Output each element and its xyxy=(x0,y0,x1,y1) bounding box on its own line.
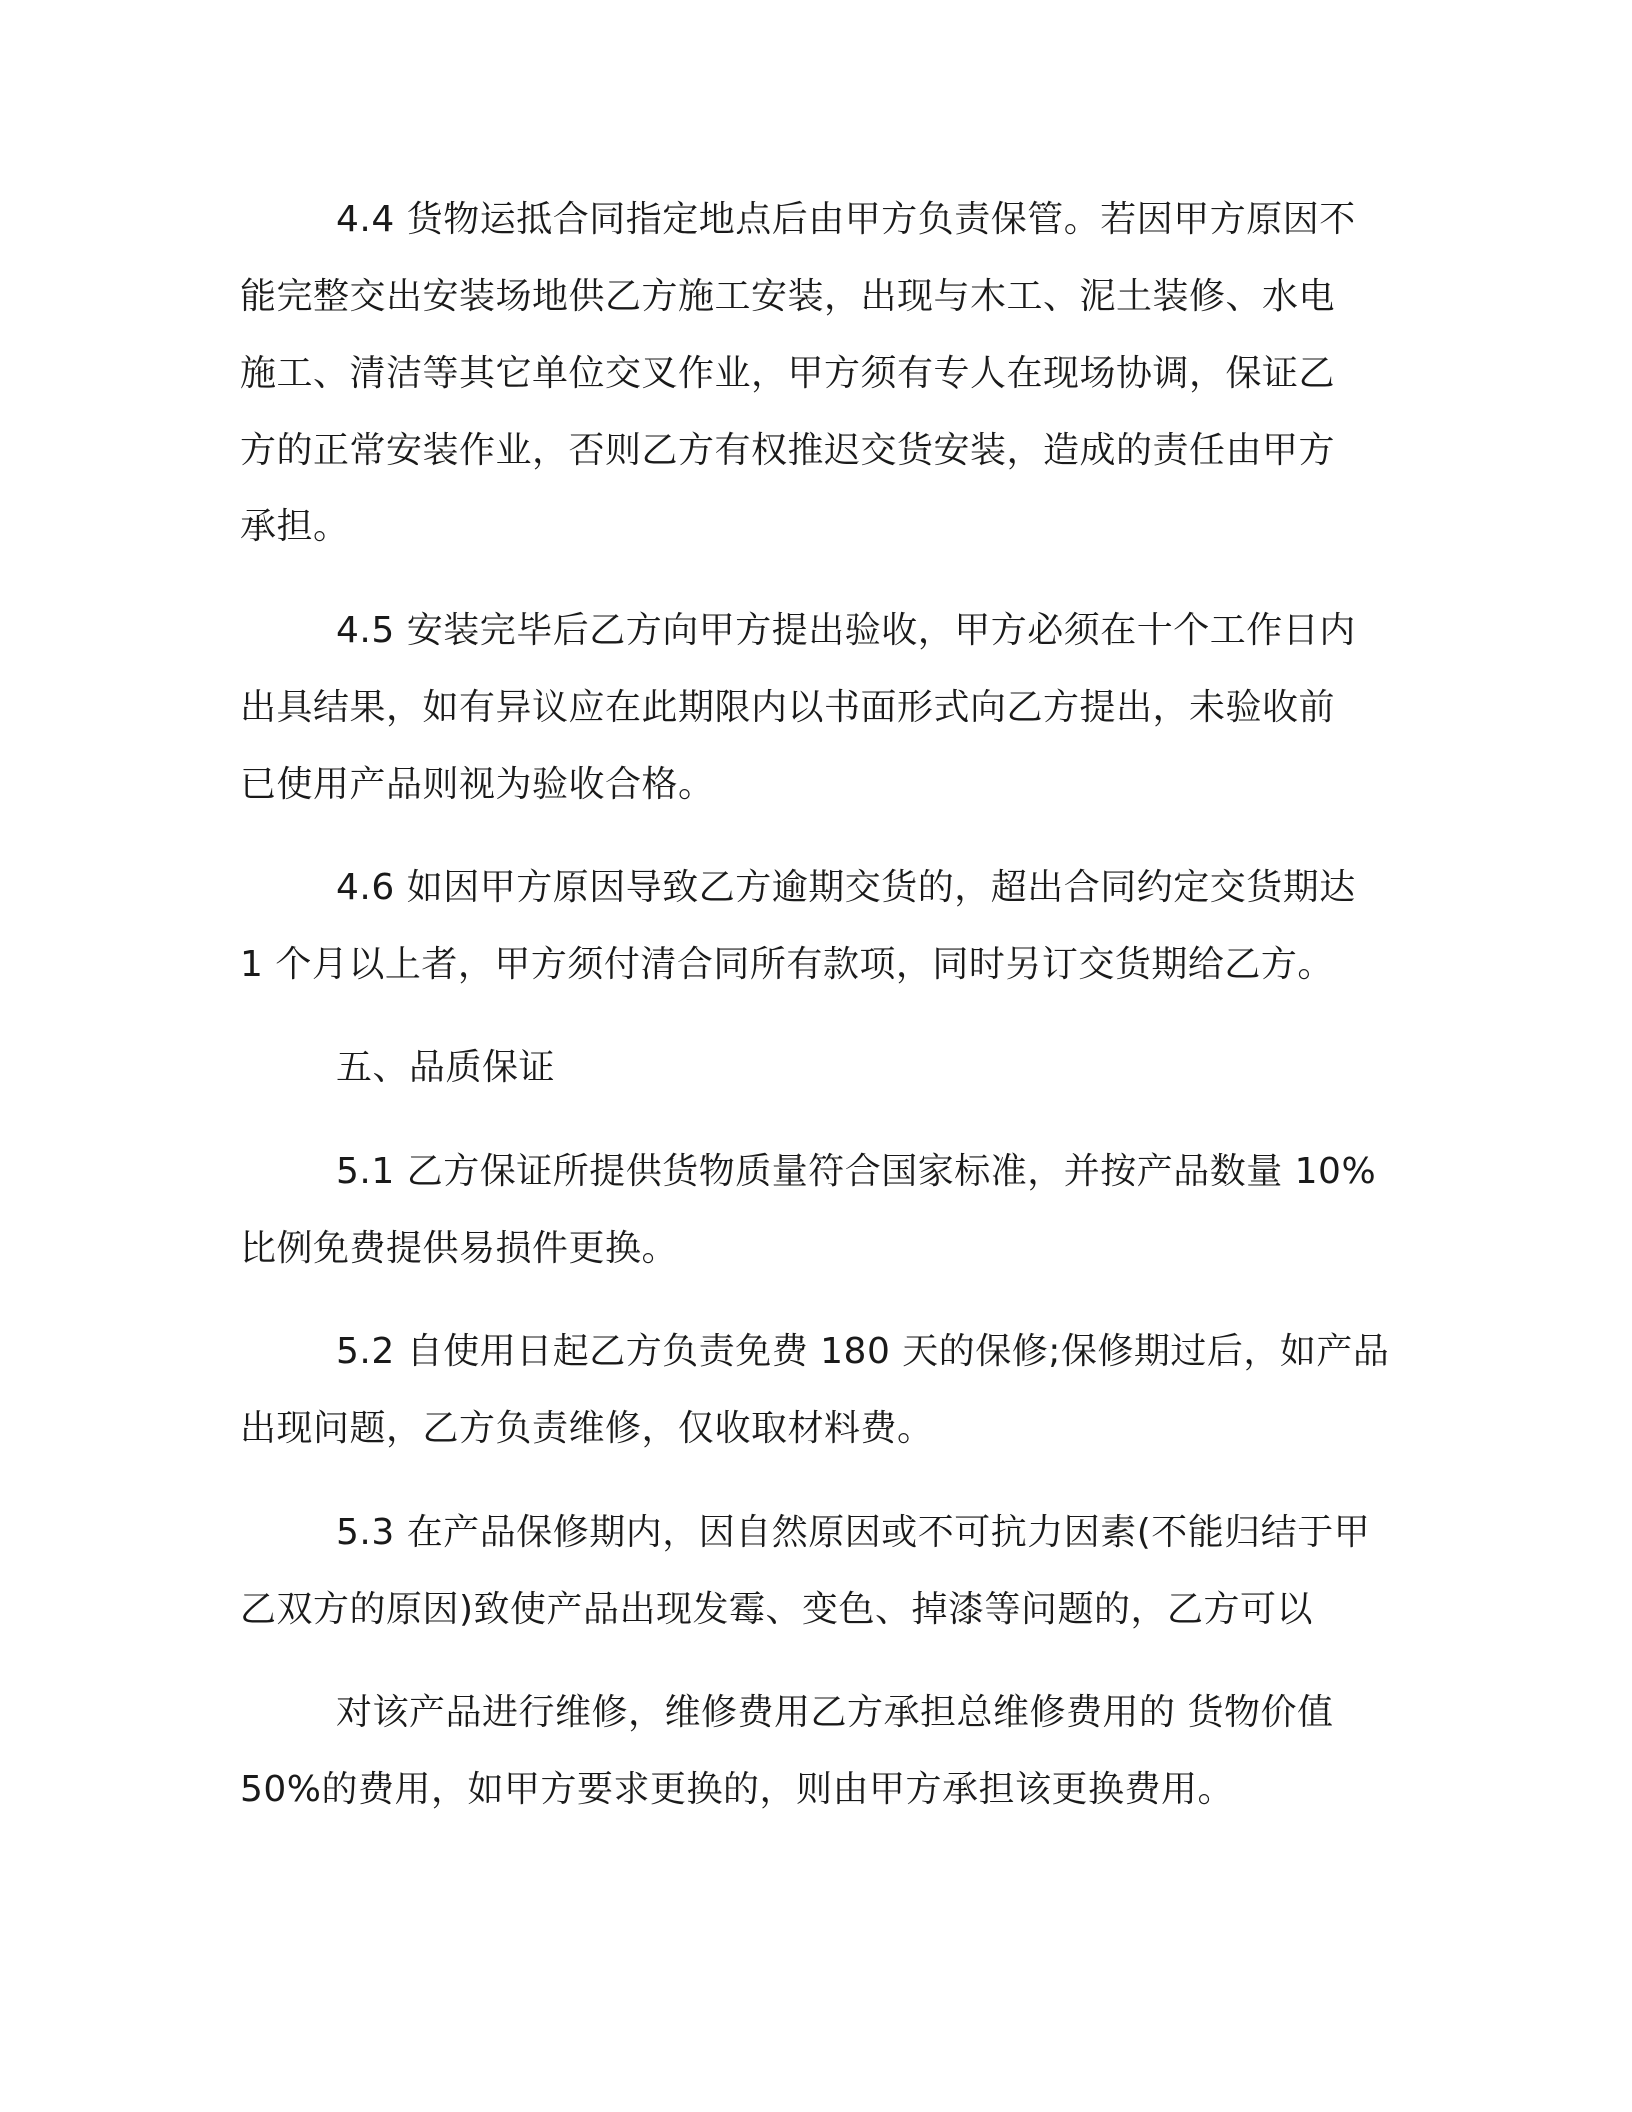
paragraph-line: 比例免费提供易损件更换。 xyxy=(240,1228,679,1269)
paragraph-line: 能完整交出安装场地供乙方施工安装，出现与木工、泥土装修、水电 xyxy=(240,276,1336,317)
paragraph-line: 5.3 在产品保修期内，因自然原因或不可抗力因素(不能归结于甲 xyxy=(336,1512,1371,1553)
paragraph-line: 乙双方的原因)致使产品出现发霉、变色、掉漆等问题的，乙方可以 xyxy=(240,1589,1314,1630)
section-heading: 五、品质保证 xyxy=(336,1047,556,1088)
paragraph-line: 出具结果，如有异议应在此期限内以书面形式向乙方提出，未验收前 xyxy=(240,687,1336,728)
paragraph-line: 5.2 自使用日起乙方负责免费 180 天的保修;保修期过后，如产品 xyxy=(336,1331,1390,1372)
paragraph-line: 4.5 安装完毕后乙方向甲方提出验收，甲方必须在十个工作日内 xyxy=(336,610,1356,651)
paragraph-line: 4.4 货物运抵合同指定地点后由甲方负责保管。若因甲方原因不 xyxy=(336,199,1356,240)
paragraph-line: 5.1 乙方保证所提供货物质量符合国家标准，并按产品数量 10% xyxy=(336,1151,1377,1192)
paragraph-line: 施工、清洁等其它单位交叉作业，甲方须有专人在现场协调，保证乙 xyxy=(240,353,1336,394)
paragraph-line: 50%的费用，如甲方要求更换的，则由甲方承担该更换费用。 xyxy=(240,1769,1235,1810)
paragraph-line: 承担。 xyxy=(240,506,350,547)
paragraph-line: 对该产品进行维修，维修费用乙方承担总维修费用的 货物价值 xyxy=(336,1692,1334,1733)
paragraph-line: 方的正常安装作业，否则乙方有权推迟交货安装，造成的责任由甲方 xyxy=(240,430,1336,471)
paragraph-line: 1 个月以上者，甲方须付清合同所有款项，同时另订交货期给乙方。 xyxy=(240,944,1334,985)
paragraph-line: 已使用产品则视为验收合格。 xyxy=(240,764,715,805)
paragraph-line: 4.6 如因甲方原因导致乙方逾期交货的，超出合同约定交货期达 xyxy=(336,867,1356,908)
paragraph-line: 出现问题，乙方负责维修，仅收取材料费。 xyxy=(240,1408,934,1449)
